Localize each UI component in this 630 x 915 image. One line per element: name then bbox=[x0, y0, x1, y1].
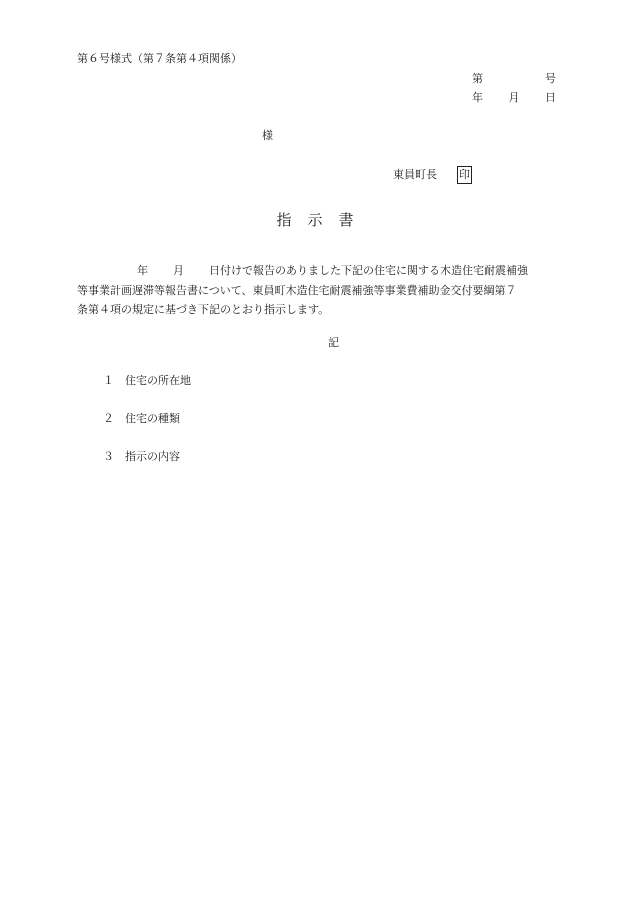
item-label: 指示の内容 bbox=[125, 450, 180, 463]
document-date-line bbox=[472, 91, 556, 105]
item-label: 住宅の所在地 bbox=[125, 374, 191, 387]
document-title: 指示書 bbox=[276, 211, 370, 229]
form-number-label: 第６号様式（第７条第４項関係） bbox=[77, 52, 242, 65]
item-label: 住宅の種類 bbox=[125, 412, 180, 425]
date-year: 年 bbox=[472, 91, 483, 104]
body-line-1 bbox=[77, 261, 557, 281]
addressee-honorific: 様 bbox=[262, 129, 273, 142]
number-suffix: 号 bbox=[545, 72, 556, 85]
document-number-line bbox=[472, 72, 556, 86]
body-month: 月 bbox=[173, 264, 184, 277]
body-line-3: 条第４項の規定に基づき下記のとおり指示します。 bbox=[77, 303, 330, 316]
issuer-title: 東員町長 bbox=[393, 168, 437, 181]
list-item bbox=[103, 450, 180, 464]
body-year: 年 bbox=[137, 264, 148, 277]
seal-mark: 印 bbox=[457, 166, 472, 184]
body-text bbox=[77, 261, 557, 320]
item-number: ２ bbox=[103, 412, 114, 425]
body-line-1-rest: 日付けで報告のありました下記の住宅に関する木造住宅耐震補強 bbox=[209, 264, 528, 277]
issuer-line bbox=[393, 166, 472, 184]
item-number: １ bbox=[103, 374, 114, 387]
item-number: ３ bbox=[103, 450, 114, 463]
list-item bbox=[103, 412, 180, 426]
list-item bbox=[103, 374, 191, 388]
date-day: 日 bbox=[545, 91, 556, 104]
date-month: 月 bbox=[508, 91, 520, 104]
body-line-2: 等事業計画遅滞等報告書について、東員町木造住宅耐震補強等事業費補助金交付要綱第７ bbox=[77, 283, 517, 297]
number-prefix: 第 bbox=[472, 72, 483, 85]
ki-heading: 記 bbox=[328, 336, 339, 349]
